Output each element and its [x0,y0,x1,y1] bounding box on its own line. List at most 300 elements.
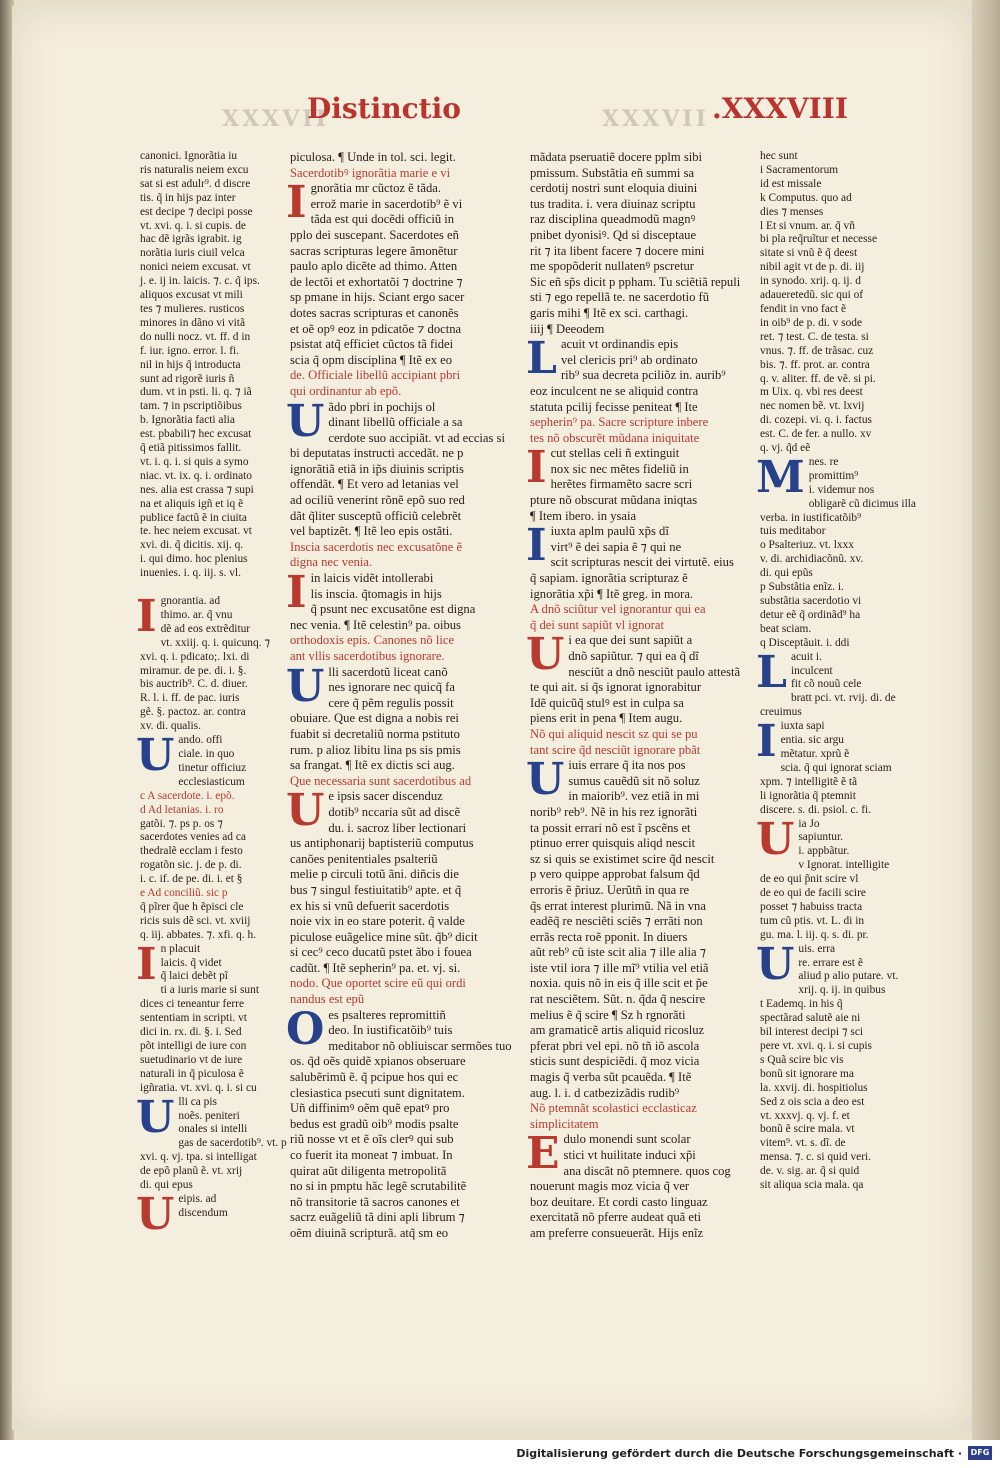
gloss-left-line: d Ad letanias. i. ro [140,803,224,816]
text-left-line: canões penitentiales psalteriũ [290,851,438,866]
text-left-line: nõ transitorie tã sacros canones et [290,1194,460,1209]
text-right-line: noxia. quis nõ in eis q̃ ille scit et p̃e [530,976,708,991]
text-right-line: virt⁹ ẽ dei sapia ẽ ⁊ qui ne [550,539,682,554]
gloss-left-line: e Ad conciliũ. sic p [140,887,228,900]
decorated-initial: I [286,567,307,619]
text-left-line: bedus est gradũ oib⁹ modis psalte [290,1116,459,1131]
dfg-logo: DFG [968,1446,992,1460]
gloss-left-line: norãtia iuris ciuil velca [140,247,245,260]
gloss-left-line: thedralẽ ecclam i festo [140,845,243,858]
decorated-initial: L [526,333,557,385]
text-right-line: pmissum. Substãtia eñ summi sa [530,165,695,180]
gloss-right-line: posset ⁊ habuiss tracta [760,900,863,913]
gloss-left-line: gas de sacerdotib⁹. vt. p [178,1137,287,1150]
gloss-right-line: dies ⁊ menses [760,205,824,218]
gloss-right-line: I iuxta sapi [756,716,825,768]
text-right-line: q̃s errat interest plurimũ. Nã in vna [530,898,706,913]
text-right-line: ana discãt nõ ptemnere. quos cog [563,1163,731,1178]
text-right-line: statuta pcilij fecisse peniteat ¶ Ite [530,399,698,414]
gloss-left-line [140,581,275,595]
gloss-right-line: de eo qui de facili scire [760,887,866,900]
text-right-line: rit ⁊ ita libent facere ⁊ docere mini [530,243,705,258]
text-right-line: Lacuit vt ordinandis epis [526,333,679,385]
gloss-right-line: in synodo. xrij. q. ij. d [760,275,861,288]
text-left-line: ant vllis sacerdotibus ignorare. [290,649,445,663]
gloss-right-line: discere. s. di. psiol. c. fi. [760,803,872,816]
text-right-line: mãdata pseruatiẽ docere pplm sibi [530,150,703,164]
text-right-line: ta possit errari nõ est ĩ pscẽns et [530,820,691,835]
gloss-left-line: tam. ⁊ in pscriptiõibus [140,400,242,413]
gloss-left-line: dum. vt in psti. li. q. ⁊ iã [140,386,252,399]
gloss-left-line: põt intelligi de iure con [140,1040,247,1052]
text-right-line: sumus cauẽdũ sit nõ soluz [568,773,700,788]
text-right-line: q̃ dei sunt sapiũt vl ignorat [530,617,664,632]
gloss-right-line: di. qui epũs [760,567,813,580]
gloss-left-line: na et aliquis igñ et iq ẽ [140,497,244,510]
text-left-line: os. q̃d oẽs quidẽ xpianos obseruare [290,1054,466,1069]
gloss-left-line: q̃ etiã pitissimos fallit. [140,442,242,455]
text-right-line: am preferre consueuerãt. Hijs enĩz [530,1225,704,1240]
text-left-line: sp pmane in hijs. Sciant ergo sacer [290,290,465,305]
text-right-line: raz disciplina queadmodũ magnꝰ [530,212,696,227]
gloss-left-line: q. iij. abbates. ⁊. xfi. q. h. [140,928,257,941]
faint-offset-heading-right: XXXVII [602,106,709,132]
gloss-left-line: te. hec neiem excusat. vt [140,525,252,538]
text-right-line: in maiorib⁹. vez etiã in mi [568,789,700,804]
text-left-line: vel baptizẽt. ¶ Itẽ leo epis ostãti. [290,524,453,539]
text-left-line: Oes psalteres repromittiñ [286,1003,446,1055]
gloss-left-line: aliquos excusat vt mili [140,289,243,302]
gloss-left-line: sacerdotes venies ad ca [140,831,246,844]
decorated-initial: U [286,395,325,447]
text-right-line: erroris ẽ p̃riuz. Uerũtñ in qua re [530,882,690,897]
text-right-line: aug. l. i. d catbezizãdis rudib⁹ [530,1085,680,1100]
gloss-right-line: k Computus. quo ad [760,191,852,204]
gloss-right-line: aliud p alio putare. vt. [798,970,899,983]
gloss-left-line: rogatõn sic. j. de p. di. [140,859,242,872]
decorated-initial: U [136,1188,175,1240]
text-right-line: A dnõ sciũtur vel ignorantur qui ea [530,602,706,617]
text-left-line: obuiare. Que est digna a nobis rei [290,711,459,726]
page-edge [972,0,1000,1440]
gloss-left-line: bis auctrib⁹. C. d. diuer. [140,678,248,691]
gloss-left-line: igñratia. vt. xvi. q. i. si cu [140,1081,257,1094]
gloss-left-line: tes ⁊ mulieres. rusticos [140,302,245,315]
text-left-line: Ulli sacerdotũ liceat canõ [286,660,448,712]
text-right-line: scit scripturas nescit dei virtutẽ. eius [550,555,734,570]
text-left-line: lis inscia. q̃tomagis in hijs [310,586,442,601]
text-left-line: tãda est qui docẽdi officiũ in [310,212,455,227]
gloss-right-line: ret. ⁊ test. C. de testa. si [760,330,869,343]
text-right-line: cerdotij nostri sunt eloquia diuini [530,181,698,196]
text-right-line: tant scire q̃d nesciũt ignorare pbãt [530,742,701,757]
gloss-left-line: naturali in q̃ piculosa ẽ [140,1067,244,1080]
text-right-line: melius ẽ q̃ scire ¶ Sz h rgnorãti [530,1007,686,1022]
text-left-line: ad ociliũ venerint rõnẽ epõ suo red [290,493,465,508]
text-left-line: Ue ipsis sacer discenduz [286,785,443,837]
text-left-line: riũ nosse vt et ẽ oĩs clerꝰ qui sub [290,1132,454,1147]
text-left-line: piculose euãgelice mine sũt. q̃b⁹ dicit [290,929,478,944]
text-left-line: quirat aũt diligenta metropolitã [290,1163,447,1178]
text-right-line: sti ⁊ ego repellã te. ne sacerdotio fũ [530,290,710,305]
text-right-line: eoz inculcent ne se aliquid contra [530,383,699,398]
gloss-left-line: Ulli ca pis [136,1091,217,1143]
footer-bar [0,1440,1000,1468]
gloss-right-line: Uuis. erra [756,938,836,990]
text-left-line: cerdote suo accipiãt. vt ad eccias si [328,430,505,445]
text-left-line: I in laicis vidẽt intollerabi [286,567,434,619]
gloss-left-line: nes. alia est crassa ⁊ supi [140,483,254,496]
text-right-line: magis q̃ verba sũt pcauẽda. ¶ Itẽ [530,1070,692,1085]
gloss-right-line: xrij. q. ij. in quibus [798,984,886,997]
gloss-left-line: nil in hijs q̃ introducta [140,358,241,371]
text-left-line: sacras scripturas legere ãmonẽtur [290,243,458,258]
gloss-left-line: vt. xvi. q. i. si cupis. de [140,219,246,232]
text-right-line: Ui ea que dei sunt sapiũt a [526,629,693,681]
gloss-right-line: di. cozepi. vi. q. i. factus [760,414,872,427]
gloss-right-line: m Uix. q. vbi res deest [760,386,863,399]
gloss-left-line: inuenies. i. q. iij. s. vl. [140,567,241,580]
gloss-left-line: minores in dãno vi vitã [140,316,246,329]
text-left-line: dotib⁹ nccaria sũt ad discẽ [328,804,461,819]
text-left-line: piculosa. ¶ Unde in tol. sci. legit. [290,150,456,164]
gloss-left-line: niac. vt. ix. q. i. ordinato [140,469,252,482]
text-left-line: dotes sacras scripturas et canonẽs [290,305,459,320]
gloss-left-line: dẽ ad eos extrẽditur [160,622,251,635]
gloss-right-line: tuis meditabor [760,525,826,538]
gloss-right-line: scia. q̃ qui ignorat sciam [780,761,892,774]
text-left-line: de. Officiale libellũ accipiant pbri [290,368,461,383]
gloss-right-line: v Ignorat. intelligite [798,859,890,872]
gloss-left-line: j. e. ij in. laicis. ⁊. c. q̃ ips. [140,275,260,288]
decorated-initial: I [756,716,777,768]
gloss-right-line: Mnes. re [756,451,839,503]
text-left-line: nec venia. ¶ Itẽ celestin⁹ pa. oibus [290,617,461,632]
gloss-right-line: de. v. sig. ar. q̃ si quid [760,1165,860,1178]
text-right-line: te qui ait. si q̃s ignorat ignorabitur [530,680,702,695]
decorated-initial: M [756,451,805,503]
gloss-left-line: suetudinario vt de iure [140,1053,243,1066]
gloss-left-line: xvi. q. i. pdicato;. lxi. di [140,650,250,663]
text-right-line: Uiuis errare q̃ ita nos pos [526,754,686,806]
gloss-right-line: promittim⁹ [808,469,859,482]
gloss-left-line: sunt ad rigorẽ iuris ñ [140,372,235,385]
gloss-right-line: li ignorãtia q̃ ptemnit [760,789,856,802]
text-left-line: meditabor nõ obliuiscar sermões tuo [328,1038,512,1053]
text-right-line: tes nõ obscurẽt mũdana iniquitate [530,430,700,445]
gloss-right-line: substãtia sacerdotio vi [760,595,862,607]
text-right-line: iiij ¶ Deeodem [530,321,605,336]
text-right-line: Sic eñ sp̃s dicit p ppham. Tu sciẽtiã repuli [530,274,741,289]
gloss-right-line: i. appbãtur. [798,845,850,858]
gloss-right-line: mẽtatur. xprũ ẽ [780,747,850,760]
gloss-left-line: gatõi. ⁊. ps p. os ⁊ [140,817,223,830]
decorated-initial: I [136,591,157,642]
gloss-left-line: sat si est adulr⁹. d discre [140,177,251,190]
gloss-left-line: vt. xxiij. q. i. quicunq. ⁊ [160,636,271,649]
text-right-line: am gramaticẽ artis aliquid ricosluz [530,1023,705,1038]
gloss-right-line: q. v. aliter. ff. de vẽ. si pi. [760,372,876,385]
decorated-initial: U [136,730,175,782]
text-left-line: orthodoxis epis. Canones nõ lice [290,633,455,648]
text-left-line: Uñ diffinimꝰ oẽm quẽ epatꝰ pro [290,1101,450,1116]
gloss-right-line: i. videmur nos [808,483,875,496]
gloss-left-line: xvi. di. q̃ dicitis. xij. q. [140,539,244,552]
text-left-line: de lectõi et exhortatõi ⁊ doctrine ⁊ [290,274,463,289]
text-right-line: vel clericis pri⁹ ab ordinato [560,352,698,367]
text-right-line: Idẽ quicũq̃ stulꝰ est in culpa sa [530,695,684,710]
gloss-right-line: creuimus [760,706,802,719]
gloss-right-line: id est missale [760,177,822,190]
gloss-left-line: b. Ignorãtia facti alia [140,414,235,427]
text-right-line: nox sic nec mẽtes fideliũ in [550,461,689,476]
gloss-right-line: fendit in vno fact ẽ [760,302,847,315]
gloss-left-line: Ignorantia. ad [136,591,221,642]
gloss-left-line: discendum [178,1206,228,1219]
gloss-right-line: Sed z ois scia a deo est [760,1095,865,1108]
text-left-line: ignorãtiã etiã in ip̃s diuinis scriptis [290,461,464,476]
text-left-line: q̃ psunt nec excusatõne est digna [310,602,476,617]
decorated-initial: I [526,520,547,572]
text-right-line: rib⁹ sua decreta pciliõz in. aurib⁹ [560,368,726,383]
decorated-initial: U [286,660,325,712]
text-left-line: Inscia sacerdotis nec excusatõne ẽ [290,539,463,554]
gloss-right-line: sit aliqua scia mala. qa [760,1179,864,1192]
text-left-line: paulo aplo dicẽte ad thimo. Atten [290,259,458,274]
gloss-right-line: bis. ⁊. ff. prot. ar. contra [760,358,870,371]
gloss-right-line: i Sacramentorum [760,163,839,176]
gloss-left-line: Uando. offi [136,730,223,782]
text-left-line: digna nec venia. [290,555,373,570]
text-left-line: ex his si vnũ defuerit sacerdotis [290,898,450,913]
gloss-right-line: pere vt. xvi. q. i. si cupis [760,1040,872,1052]
gloss-left-line: do nulli nocz. vt. ff. d in [140,330,251,343]
text-right-line: q̃ sapiam. ignorãtia scripturaz ẽ [530,571,688,586]
gloss-left-line: nonici neiem excusat. vt [140,261,251,274]
text-left-line: si cec⁹ ceco ducatũ pstet ãbo i fouea [290,945,472,960]
gloss-right-line: nibil agit vt de p. di. iij [760,261,865,274]
text-right-line: I iuxta aplm paulũ xp̃s dĩ [526,520,669,572]
text-right-line: ¶ Item ibero. in ysaia [530,508,637,523]
gloss-left-line: est decipe ⁊ decipi posse [140,205,253,218]
text-left-line: fuabit si decretaliũ norma pstituto [290,726,460,741]
gloss-left-line: ciale. in quo [178,747,235,760]
gloss-left-line: xv. di. qualis. [140,720,201,733]
gloss-left-line: q̃ laici debẽt pĩ [160,970,228,983]
gloss-left-line: ti a iuris marie si sunt [160,984,259,997]
gloss-left-line: thimo. ar. q̃ vnu [160,608,233,621]
text-left-line: dãt q̃liter susceptũ officiũ celebrẽt [290,508,462,523]
gloss-left-line: i. c. if. de pe. di. i. et § [140,873,243,886]
decorated-initial: U [526,629,565,681]
gloss-right-line: gu. ma. l. iij. q. s. di. pr. [760,928,869,941]
text-left-line: dinant libellũ officiale a sa [328,415,463,430]
text-left-line: no si in pmptu hãc legẽ scrutabilitẽ [290,1179,467,1194]
gloss-left-line: dici in. rx. di. §. i. Sed [140,1026,242,1039]
text-left-line: nodo. Que oportet scire eũ qui ordi [290,976,466,991]
text-left-line: melie p circuli totũ ãni. diñcis die [290,867,459,882]
text-left-line: errož marie in sacerdotib⁹ ẽ vi [310,196,463,211]
decorated-initial: I [136,938,157,990]
gloss-left-line: dices ci teneantur ferre [140,998,245,1011]
text-left-line: pplo dei suscepant. Sacerdotes eñ [290,227,459,242]
gloss-left-line: hac dẽ igrãs igrabit. ig [140,233,242,246]
text-left-line: qui ordinantur ab epõ. [290,383,402,398]
text-right-line: errãs recta roẽ pponit. In diuers [530,929,688,944]
text-right-line: tus tradita. i. vera diuinaz scriptu [530,196,696,211]
decorated-initial: E [526,1128,560,1180]
decorated-initial: U [526,754,565,806]
decorated-initial: U [756,938,795,990]
gloss-right-line: q Disceptãuit. i. ddi [760,636,850,649]
text-left-line: offendãt. ¶ Et vero ad letanias vel [290,477,459,492]
text-right-line: exercitatã nõ pferre audeat quã eti [530,1210,701,1225]
text-right-line: p vero quippe approbat falsum q̃d [530,867,700,882]
text-right-line: herẽtes firmamẽto sacre scri [550,477,693,492]
gloss-right-line: est. C. de fer. a nullo. xv [760,428,872,441]
gloss-right-line: sitate si vnũ ẽ q̃ deest [760,247,858,260]
text-right-line: ignorãtia xp̃i ¶ Itẽ greg. in mora. [530,586,694,601]
gloss-right-line: nec nomen bẽ. vt. lxvij [760,400,865,413]
text-left-line: scia q̃ opm disciplina ¶ Itẽ ex eo [290,352,453,367]
gloss-right-line: adaueretedũ. sic qui of [760,289,864,302]
decorated-initial: U [756,813,795,865]
gloss-right-line: bonũ sit ignorare ma [760,1067,854,1080]
text-right-line: dnõ sapiũtur. ⁊ qui ea q̃ dĩ [568,649,699,663]
gloss-left-line: In placuit [136,938,201,990]
decorated-initial: I [286,177,307,229]
text-right-line: nouerunt magis moz vicia q̃ ver [530,1179,690,1194]
text-right-line: piens erit in pena ¶ Item augu. [530,711,683,726]
gloss-left-line: ricis suis dẽ sci. vt. xviij [140,914,251,927]
text-left-line: du. i. sacroz liber lectionari [328,820,467,835]
text-right-line: me spopõderit nullatenꝰ pscretur [530,259,694,274]
text-right-line: sz si quis se existimet scire q̃d nescit [530,851,715,866]
gloss-left-line: di. qui epus [140,1179,193,1192]
text-right-line: aũt reb⁹ cũ iste scit alia ⁊ ille alia ⁊ [530,945,707,960]
text-right-line: stici vt huilitate induci xp̃i [563,1148,696,1162]
text-right-line: sepherin⁹ pa. Sacre scripture inbere [530,415,709,430]
text-left-line: salubẽrimũ ẽ. q̃ pcipue hos qui ec [290,1070,459,1085]
footer-credit: Digitalisierung gefördert durch die Deutsche Forschungsgemeinschaft · [516,1447,962,1460]
gloss-left-line: onales si intelli [178,1123,248,1136]
text-left-line: co fuerit ita moneat ⁊ imbuat. In [290,1148,453,1162]
gloss-right-line: mensa. ⁊. c. si quid veri. [760,1151,872,1164]
text-right-line: boz deuitare. Et cordi casto linguaz [530,1194,708,1209]
gloss-left-line: gẽ. §. pactoz. ar. contra [140,706,246,719]
gloss-right-line: l Et si vnum. ar. q̃ vñ [760,219,855,232]
gloss-left-line: est. pbabili⁊ hec excusat [140,428,252,441]
gloss-right-line: la. xxvij. di. hospitiolus [760,1081,868,1094]
gloss-right-line: entia. sic argu [780,734,844,747]
text-right-line: simplicitatem [530,1116,599,1131]
gloss-left-line: de epõ planũ ẽ. vt. xrij [140,1165,243,1178]
gloss-right-line: hec sunt [760,150,798,162]
text-left-line: cadũt. ¶ Itẽ sepherin⁹ pa. et. vj. si. [290,960,461,975]
gloss-left-line: Ueipis. ad [136,1188,217,1240]
gloss-left-line: vt. i. q. i. si quis a symo [140,455,249,468]
text-left-line: et oẽ opꝰ eoz in pdicatõe ⁊ doctna [290,321,462,336]
text-right-line: nesciũt a dnõ nesciũt paulo attestã [568,664,741,679]
gloss-right-line: obligarẽ cũ dicimus illa [808,497,916,510]
gloss-left-line: R. l. i. ff. de pac. iuris [140,692,240,705]
text-left-line: oẽm diuinã scripturã. atq̃ sm eo [290,1225,449,1240]
gloss-right-line: beat sciam. [760,622,812,635]
gloss-right-line: Lacuit i. [756,646,822,698]
text-left-line: sacrz euãgeliũ tã dini apli librum ⁊ [290,1210,465,1225]
gloss-right-line: bonũ ẽ scire mala. vt [760,1123,855,1136]
text-left-line: noie vix in eo stare poterit. q̃ valde [290,914,465,929]
gloss-left-line: i. qui dimo. hoc plenius [140,553,248,566]
text-left-line: deo. In iustificatõib⁹ tuis [328,1023,453,1038]
text-right-line: ptinuo errer quisquis aliqd nescit [530,836,696,851]
text-left-line: bi deputatas instructi accedãt. ne p [290,446,464,461]
text-left-line: Ignorãtia mr cũctoz ẽ tãda. [286,177,442,229]
gloss-right-line: vnus. ⁊. ff. de trãsac. cuz [760,344,874,357]
text-left-line: sa frangat. ¶ Itẽ ex dictis sci aug. [290,758,455,773]
text-right-line: pture nõ obscurat mũdana iniqtas [530,493,698,508]
gloss-right-line: tum cũ ptis. vt. L. di in [760,914,865,927]
decorated-initial: I [526,442,547,494]
running-title-right: .XXXVIII [712,92,848,125]
gloss-left-line: xvi. q. vj. tpa. si intelligat [140,1151,257,1164]
text-right-line: Nõ qui aliquid nescit sz qui se pu [530,726,698,741]
text-column-right [526,150,755,1268]
decorated-initial: U [286,785,325,837]
gloss-right-line: p Substãtia enĩz. i. [760,581,844,594]
text-left-line: Uãdo pbri in pochijs ol [286,395,436,447]
text-right-line: Edulo monendi sunt scolar [526,1128,691,1180]
text-right-line: pnibet dyonisiꝰ. Qd si disceptaue [530,227,697,242]
gloss-right-line: bi pla req̃ruĩtur et necesse [760,233,878,246]
gloss-right-line: in oib⁹ de p. di. v sode [760,316,863,329]
text-right-line: norib⁹ reb⁹. Nẽ in his rez ignorãti [530,804,698,819]
text-column-left [286,150,512,1268]
gloss-right-line: q. vj. q̃d eẽ [760,442,811,455]
text-right-line: iste vtil iora ⁊ ille mĩ⁹ vtilia vel etiã [530,960,709,975]
text-left-line: cere q̃ pẽm regulis possit [328,695,454,710]
gloss-right-line: spectãrad salutẽ aie ni [760,1012,861,1025]
text-right-line: sticis sunt despiciẽdi. q̃ moz vicia [530,1054,700,1069]
gloss-column-left [136,150,287,1268]
text-left-line: bus ⁊ singul festiuitatib⁹ apte. et q̃ [290,882,462,897]
text-left-line: rum. p alioz libitu lina ps sis pmis [290,742,461,757]
running-title-left: Distinctio [307,92,461,125]
gloss-right-line: detur eẽ q̃ ordinãd⁹ ha [760,608,861,621]
gloss-right-line: o Psalteriuz. vt. lxxx [760,539,854,552]
gloss-right-line: v. di. archidiacõnũ. xv. [760,553,864,566]
text-left-line: nes ignorare nec quicq̃ fa [328,680,455,695]
gloss-left-line: tis. q̃ in hijs paz inter [140,191,236,204]
text-right-line: pferat pbri vel epi. nõ tñ iõ ascola [530,1038,700,1053]
gloss-right-line: de eo qui p̃nit scire vl [760,873,859,886]
gloss-left-line: ecclesiasticum [178,775,245,788]
text-left-line: psistat atq̃ efficiet cũctos tã fidei [290,337,454,352]
gloss-left-line: tinetur officiuz [178,761,247,774]
text-left-line: Sacerdotibꝰ ignorãtia marie e vi [290,165,451,180]
decorated-initial: L [756,646,787,698]
gloss-left-line: c A sacerdote. i. epõ. [140,789,235,802]
decorated-initial: U [136,1091,175,1143]
text-right-line: eadẽq̃ re nesciẽti sciẽs ⁊ errãti non [530,914,703,929]
gloss-right-line: verba. in iustificatõib⁹ [760,511,862,524]
text-left-line: nandus est epũ [290,992,365,1007]
gloss-left-line: publice factũ ẽ in ciuita [140,511,247,524]
gloss-right-line: bratt pci. vt. rvij. di. de [790,692,896,705]
gloss-left-line: sententiam in scripti. vt [140,1012,247,1025]
decorated-initial: O [286,1003,325,1055]
text-right-line: garis mihi ¶ Itẽ ex sci. carthagi. [530,305,689,320]
